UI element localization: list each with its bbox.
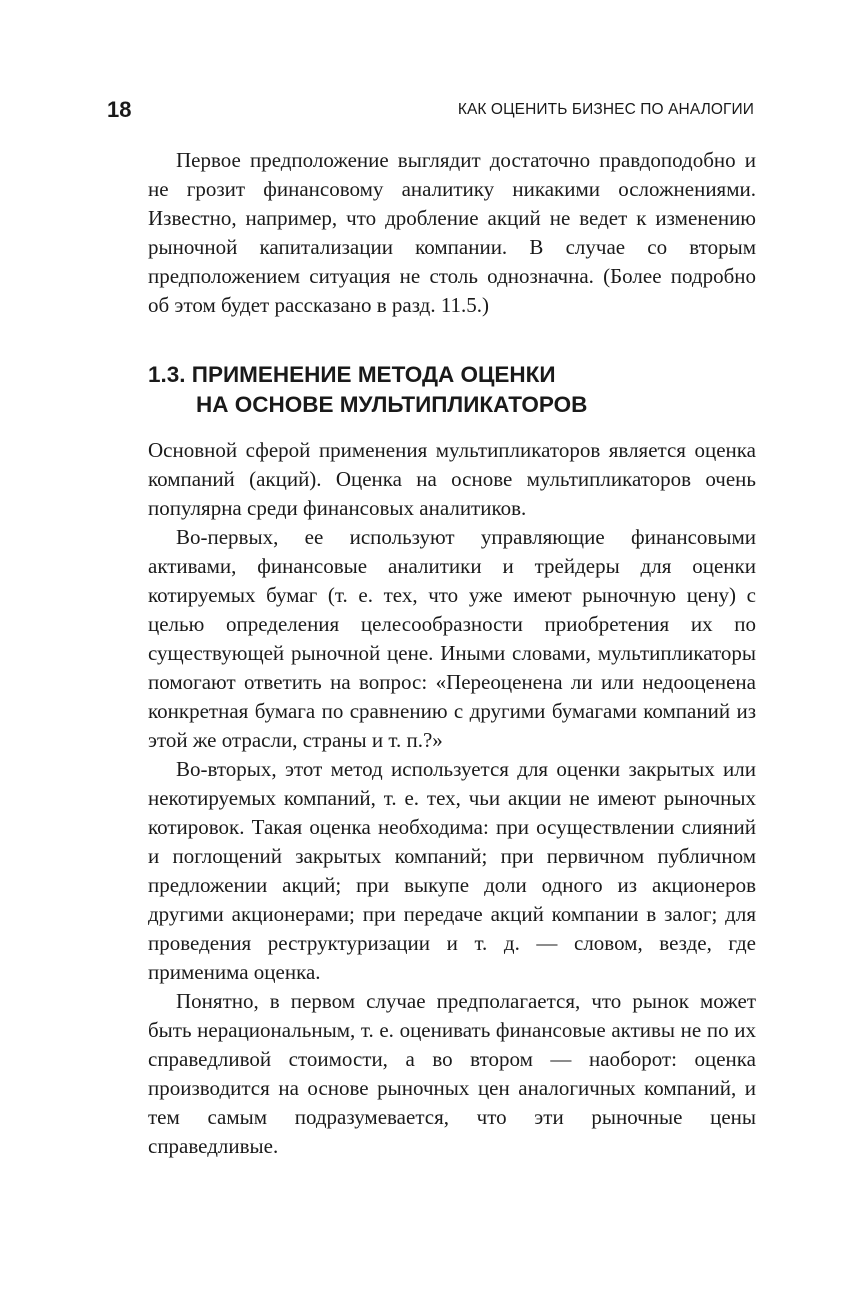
paragraph: Понятно, в первом случае предполагается, что рынок может быть нерациональным, т. е. оценивать финансовые активы не по их справедливой стоимости, а во втором — наоборот: оценка производится на основе рыночных цен аналогичных компаний, и тем самым подразумевается, что эти рыночные цены справедливые.	[148, 989, 756, 1158]
section-heading-line-2: НА ОСНОВЕ МУЛЬТИПЛИКАТОРОВ	[196, 392, 588, 417]
paragraph: Во-вторых, этот метод используется для оценки закрытых или некотируемых компаний, т. е. тех, чьи акции не имеют рыночных котировок. Такая оценка необходима: при осуществлении слияний и поглощений закрытых компаний; при первичном публичном предложении акций; при выкупе доли одного из акционеров другими акционерами; при передаче акций компании в залог; для проведения реструктуризации и т. д. — словом, везде, где применима оценка.	[148, 757, 756, 984]
paragraph: Первое предположение выглядит достаточно правдоподобно и не грозит финансовому аналитику никакими осложнениями. Известно, например, что дробление акций не ведет к изменению рыночной капитализации компании. В случае со вторым предположением ситуация не столь однозначна. (Более подробно об этом будет рассказано в разд. 11.5.)	[148, 148, 756, 317]
section-heading	[148, 360, 768, 420]
section-heading-line-1: 1.3. ПРИМЕНЕНИЕ МЕТОДА ОЦЕНКИ	[148, 362, 556, 387]
section-body	[148, 436, 756, 1161]
running-title: КАК ОЦЕНИТЬ БИЗНЕС ПО АНАЛОГИИ	[457, 101, 754, 118]
page-number: 18	[107, 97, 132, 122]
intro-text	[148, 146, 756, 320]
paragraph: Во-первых, ее используют управляющие финансовыми активами, финансовые аналитики и трейдеры для оценки котируемых бумаг (т. е. тех, что уже имеют рыночную цену) с целью определения целесообразности приобретения их по существующей рыночной цене. Иными словами, мультипликаторы помогают ответить на вопрос: «Переоценена ли или недооценена конкретная бумага по сравнению с другими бумагами компаний из этой же отрасли, страны и т. п.?»	[148, 525, 756, 752]
paragraph: Основной сферой применения мультипликаторов является оценка компаний (акций). Оценка на основе мультипликаторов очень популярна среди финансовых аналитиков.	[148, 438, 756, 520]
